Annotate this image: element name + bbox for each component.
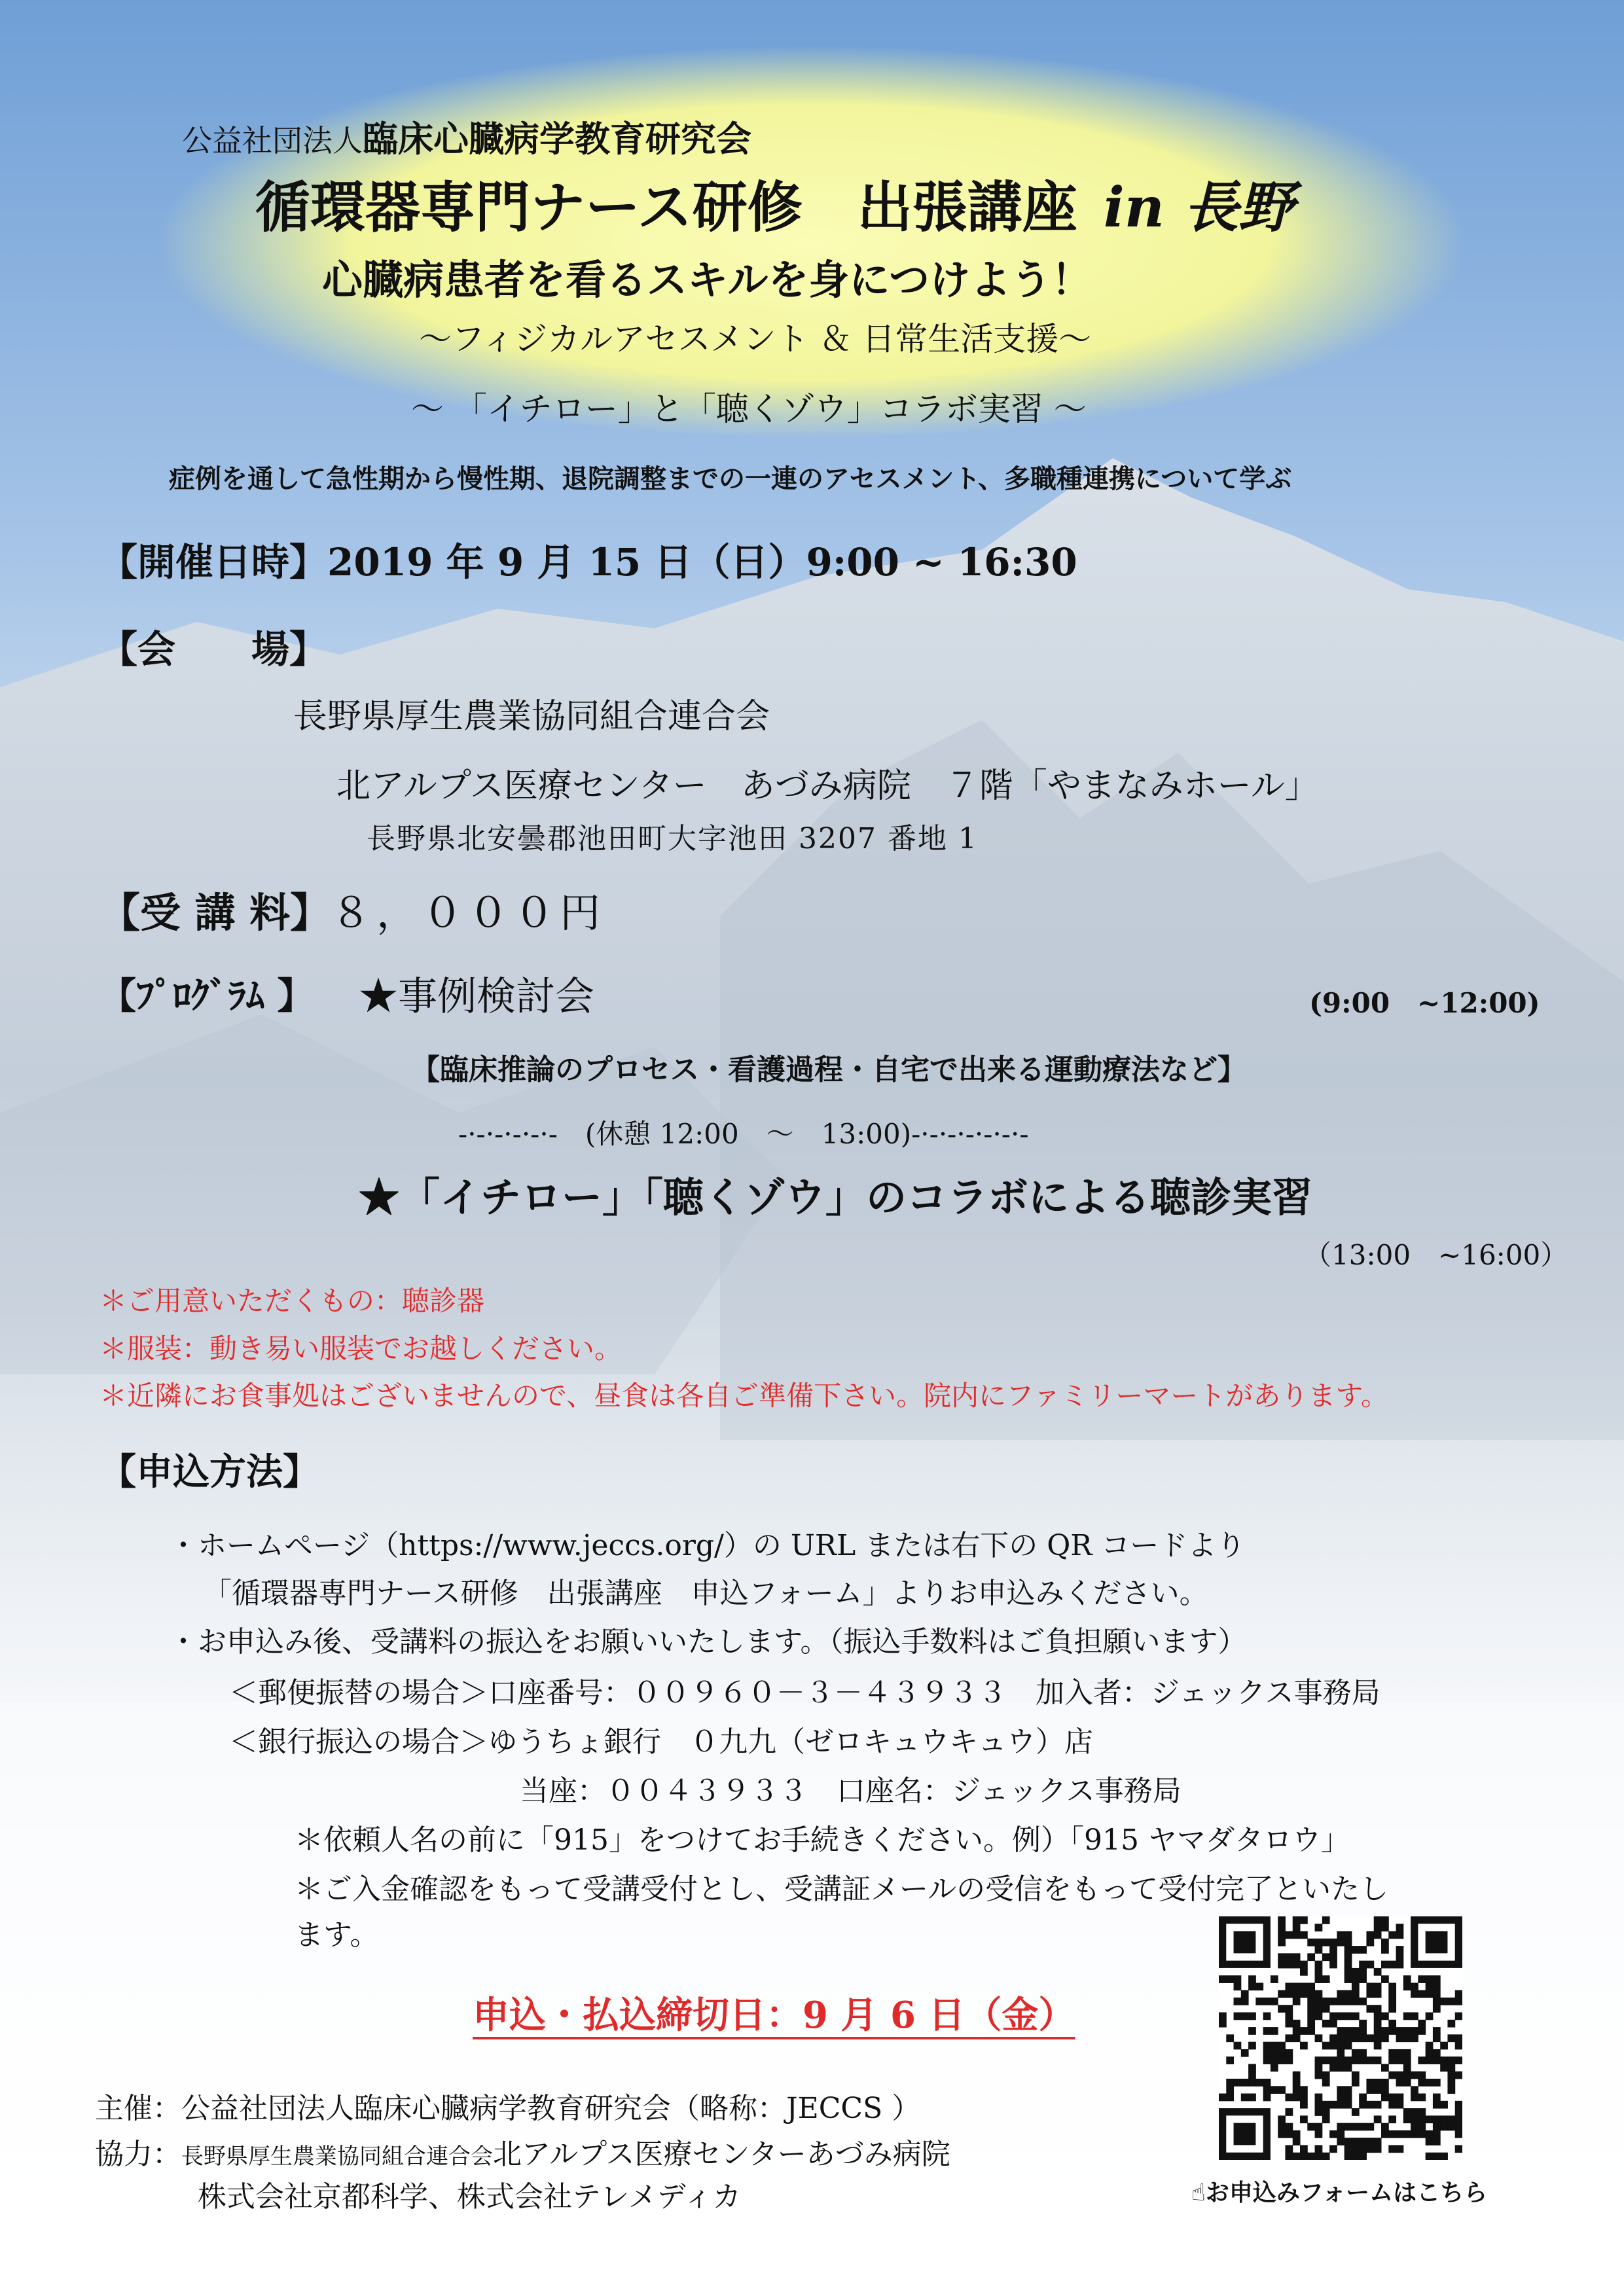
- bank-transfer: ＜銀行振込の場合＞ゆうちょ銀行 ０九九（ゼロキュウキュウ）店: [229, 1725, 1093, 1759]
- tagline-2: ～ 「イチロー」と「聴くゾウ」コラボ実習 ～: [411, 390, 1087, 428]
- coop-org-large: 北アルプス医療センターあづみ病院: [493, 2138, 950, 2171]
- application-line-1: ・ホームページ（https://www.jeccs.org/）の URL または右下の QR コードより: [169, 1529, 1246, 1562]
- application-deadline: 申込・払込締切日：9 月 6 日（金）: [473, 1994, 1075, 2037]
- venue-address: 長野県北安曇郡池田町大字池田 3207 番地 1: [367, 822, 978, 855]
- date-label: 【開催日時】: [99, 540, 328, 584]
- venue-hall: 北アルプス医療センター あづみ病院 ７階「やまなみホール」: [336, 766, 1319, 806]
- qr-caption-text: お申込みフォームはこちら: [1205, 2179, 1488, 2206]
- fee-value: ８，０００円: [331, 889, 606, 937]
- fee: [99, 880, 605, 939]
- hand-pointer-icon: ☝: [1191, 2179, 1206, 2206]
- application-line-3: ・お申込み後、受講料の振込をお願いいたします。（振込手数料はご負担願います）: [169, 1625, 1247, 1659]
- transfer-note-1: ＊依頼人名の前に「915」をつけてお手続きください。例）「915 ヤマダタロウ」: [295, 1823, 1350, 1857]
- subtitle: 心臓病患者を看るスキルを身につけよう！: [322, 256, 1092, 304]
- organizer-name: 臨床心臓病学教育研究会: [363, 118, 751, 160]
- venue-label: 【会 場】: [99, 627, 328, 672]
- application-line-2: 「循環器専門ナース研修 出張講座 申込フォーム」よりお申込みください。: [203, 1577, 1208, 1610]
- note-clothing: ＊服装：動き易い服装でお越しください。: [99, 1333, 623, 1365]
- title-location: in 長野: [1103, 175, 1294, 240]
- session1-title: ★事例検討会: [359, 974, 594, 1020]
- organizer-line: [182, 111, 751, 162]
- coop-org-small: 長野県厚生農業協同組合連合会: [181, 2144, 493, 2170]
- date-value: 2019 年 9 月 15 日（日）9:00 ~ 16:30: [327, 540, 1077, 584]
- break-time: -·-·-·-·-·- (休憩 12:00 ～ 13:00)-·-·-·-·-·-·-: [458, 1118, 1029, 1150]
- application-qr-code[interactable]: [1219, 1916, 1462, 2160]
- page-title: [255, 164, 1293, 243]
- postal-transfer: ＜郵便振替の場合＞口座番号：００９６０－３－４３９３３ 加入者：ジェックス事務局: [229, 1676, 1380, 1710]
- tagline-1: ～フィジカルアセスメント ＆ 日常生活支援～: [419, 320, 1092, 358]
- venue-org: 長野県厚生農業協同組合連合会: [293, 697, 770, 736]
- session2-title: ★「イチロー」「聴くゾウ」のコラボによる聴診実習: [359, 1174, 1313, 1221]
- program-label: 【ﾌﾟﾛｸﾞﾗﾑ 】: [99, 975, 314, 1018]
- session1-detail: 【臨床推論のプロセス・看護過程・自宅で出来る運動療法など】: [411, 1053, 1246, 1086]
- note-lunch: ＊近隣にお食事処はございませんので、昼食は各自ご準備下さい。院内にファミリーマートがあります。: [99, 1380, 1388, 1412]
- note-stethoscope: ＊ご用意いただくもの：聴診器: [99, 1285, 485, 1317]
- transfer-note-2: ＊ご入金確認をもって受講受付とし、受講証メールの受信をもって受付完了といたし: [295, 1873, 1389, 1906]
- title-main: 循環器専門ナース研修 出張講座: [255, 175, 1077, 240]
- cooperation: [95, 2130, 950, 2172]
- coop-label: 協力：: [95, 2138, 181, 2171]
- fee-label: 【受 講 料】: [99, 889, 331, 937]
- cooperation-2: 株式会社京都科学、株式会社テレメディカ: [198, 2180, 742, 2214]
- transfer-note-2-cont: ます。: [295, 1918, 379, 1952]
- course-summary: 症例を通して急性期から慢性期、退院調整までの一連のアセスメント、多職種連携について学ぶ: [169, 463, 1292, 494]
- session2-time: （13:00 ~16:00）: [1304, 1239, 1568, 1271]
- organizer-prefix: 公益社団法人: [182, 123, 363, 158]
- application-label: 【申込方法】: [99, 1450, 319, 1494]
- qr-caption: [1191, 2174, 1487, 2208]
- host: 主催：公益社団法人臨床心臓病学教育研究会（略称：JECCS ）: [95, 2092, 921, 2125]
- session1-time: (9:00 ~12:00): [1309, 987, 1540, 1019]
- bank-account: 当座：００４３９３３ 口座名：ジェックス事務局: [520, 1774, 1182, 1808]
- event-date: [99, 531, 1077, 586]
